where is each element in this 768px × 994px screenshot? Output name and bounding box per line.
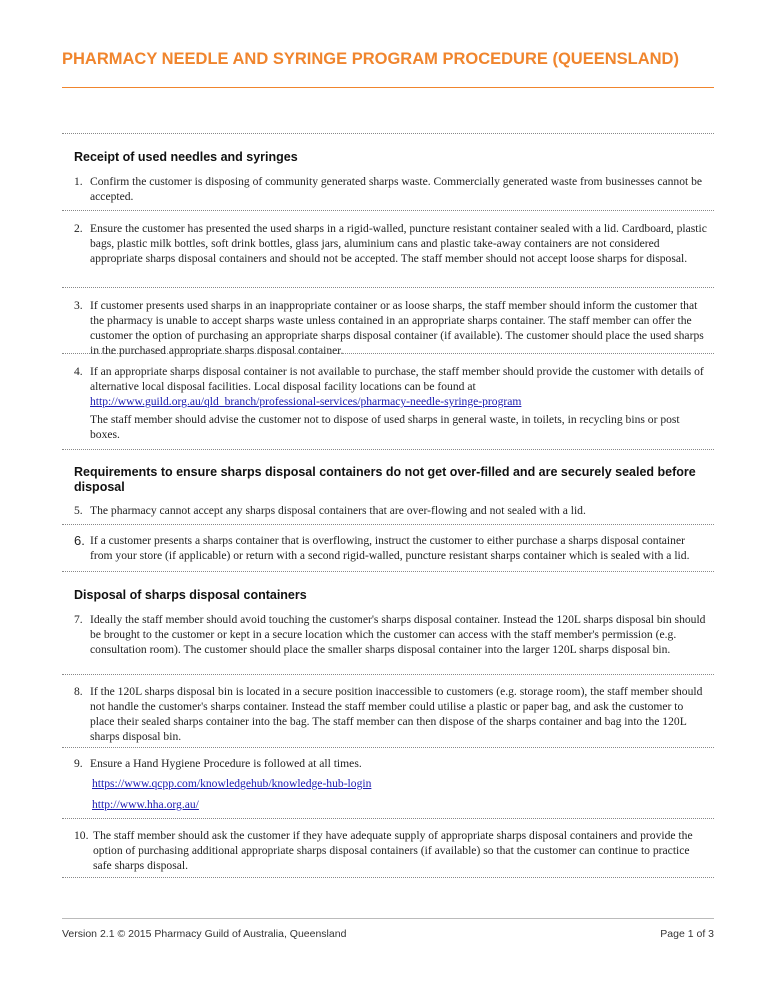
list-item-2 <box>74 221 710 266</box>
footer-divider <box>62 918 714 919</box>
dotted-divider <box>62 674 714 675</box>
item-number: 5. <box>74 504 83 517</box>
item-text: The staff member should ask the customer if they have adequate supply of appropriate sharps disposal containers and provide the option of purchasing additional appropriate sharps disposal containers (if available) so that the customer can continue to practice safe sharps disposal. <box>93 829 693 872</box>
dotted-divider <box>62 133 714 134</box>
item-text: If the 120L sharps disposal bin is located in a secure position inaccessible to customers (e.g. storage room), the staff member should not handle the customer's sharps container. Instead the staff member could utilise a plastic or paper bag, and ask the customer to place their sealed sharps container into the bag. The staff member can then dispose of the sharps container and bag into the 120L sharps disposal bin. <box>90 685 703 743</box>
item-number: 1. <box>74 175 83 188</box>
item-number: 3. <box>74 299 83 312</box>
dotted-divider <box>62 877 714 878</box>
dotted-divider <box>62 210 714 211</box>
item-number: 8. <box>74 685 83 698</box>
item-number: 7. <box>74 613 83 626</box>
section-heading-disposal: Disposal of sharps disposal containers <box>74 588 307 602</box>
list-item-7 <box>74 612 710 657</box>
hha-link[interactable]: http://www.hha.org.au/ <box>92 798 199 811</box>
item-number: 6. <box>74 533 85 548</box>
page-title: PHARMACY NEEDLE AND SYRINGE PROGRAM PROCEDURE (QUEENSLAND) <box>62 50 679 68</box>
dotted-divider <box>62 287 714 288</box>
list-item-3 <box>74 298 710 358</box>
item-number: 2. <box>74 222 83 235</box>
item-text: If customer presents used sharps in an inappropriate container or as loose sharps, the staff member should inform the customer that the pharmacy is unable to accept sharps waste unless contained in an appropriate sharps container. The staff member can offer the customer the option of purchasing an appropriate sharps disposal container (if available). The customer should place the used sharps in the purchased appropriate sharps disposal container. <box>90 299 704 357</box>
item-text: The pharmacy cannot accept any sharps disposal containers that are over-flowing and not sealed with a lid. <box>90 504 586 517</box>
section-heading-overfill: Requirements to ensure sharps disposal containers do not get over-filled and are securely sealed before disposal <box>74 465 696 494</box>
item-text: Ensure the customer has presented the used sharps in a rigid-walled, puncture resistant container sealed with a lid. Cardboard, plastic bags, plastic milk bottles, soft drink bottles, glass jars, aluminium cans and plastic take-away containers are not considered appropriate sharps disposal containers and should not be accepted. The staff member should not accept loose sharps for disposal. <box>90 222 707 265</box>
list-item-6 <box>74 533 710 563</box>
dotted-divider <box>62 449 714 450</box>
dotted-divider <box>62 571 714 572</box>
item-text: If a customer presents a sharps container that is overflowing, instruct the customer to either purchase a sharps disposal container from your store (if applicable) or return with a second rigid-walled, puncture resistant sharps container which is sealed with a lid. <box>90 534 690 562</box>
item-text: If an appropriate sharps disposal container is not available to purchase, the staff member should provide the customer with details of alternative local disposal facilities. Local disposal facility locations can be found at <box>90 365 704 393</box>
title-underline <box>62 87 714 88</box>
dotted-divider <box>62 747 714 748</box>
section-heading-receipt: Receipt of used needles and syringes <box>74 150 298 164</box>
dotted-divider <box>62 818 714 819</box>
footer-page-number: Page 1 of 3 <box>660 928 714 940</box>
item-number: 9. <box>74 757 83 770</box>
item-number: 10. <box>74 829 89 842</box>
list-item-5 <box>74 503 710 518</box>
guild-disposal-link[interactable]: http://www.guild.org.au/qld_branch/professional-services/pharmacy-needle-syringe-program <box>90 395 522 408</box>
dotted-divider <box>62 524 714 525</box>
list-item-4 <box>74 364 710 409</box>
list-item-8 <box>74 684 710 744</box>
item-4-note: The staff member should advise the customer not to dispose of used sharps in general waste, in toilets, in recycling bins or post boxes. <box>90 413 680 441</box>
item-number: 4. <box>74 365 83 378</box>
footer-version: Version 2.1 © 2015 Pharmacy Guild of Australia, Queensland <box>62 928 347 940</box>
item-text: Ensure a Hand Hygiene Procedure is followed at all times. <box>90 757 362 770</box>
item-text: Confirm the customer is disposing of community generated sharps waste. Commercially generated waste from businesses cannot be accepted. <box>90 175 703 203</box>
list-item-9 <box>74 756 710 771</box>
qcpp-link[interactable]: https://www.qcpp.com/knowledgehub/knowledge-hub-login <box>92 777 372 790</box>
list-item-1 <box>74 174 710 204</box>
dotted-divider <box>62 353 714 354</box>
list-item-10 <box>74 828 710 873</box>
item-text: Ideally the staff member should avoid touching the customer's sharps disposal container. Instead the 120L sharps disposal bin should be brought to the customer or kept in a secure location which the customer can access with the staff member's permission (e.g. consultation room). The customer should place the smaller sharps disposal container into the larger 120L sharps disposal bin. <box>90 613 706 656</box>
